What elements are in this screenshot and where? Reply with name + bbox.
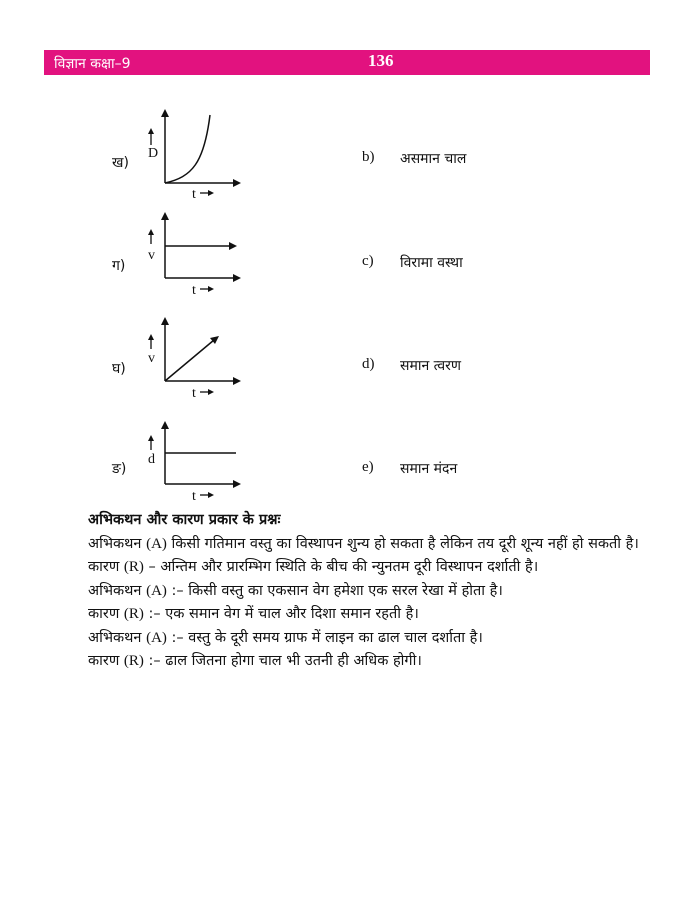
velocity-time-horizontal-graph xyxy=(140,208,250,303)
option-key: b) xyxy=(362,149,375,165)
assertion-line: अभिकथन (A) :– किसी वस्तु का एकसान वेग हमेशा एक सरल रेखा में होता है। xyxy=(88,582,503,599)
x-axis-arrowhead xyxy=(233,274,241,282)
y-label-arrowhead xyxy=(148,435,154,441)
question-letter: घ) xyxy=(112,361,126,377)
assertion-reason-section xyxy=(88,509,658,674)
graph-line-arrowhead xyxy=(229,242,237,250)
y-axis-arrowhead xyxy=(161,317,169,325)
y-axis-label: d xyxy=(148,452,155,467)
option-text: विरामा वस्था xyxy=(400,255,463,271)
option-key: d) xyxy=(362,356,375,372)
question-letter: ङ) xyxy=(112,461,127,477)
y-axis-label: v xyxy=(148,351,155,366)
y-label-arrowhead xyxy=(148,229,154,235)
x-axis-label: t xyxy=(192,489,196,504)
question-letter: ग) xyxy=(112,258,126,274)
y-axis-label: D xyxy=(148,146,159,161)
section-heading: अभिकथन और कारण प्रकार के प्रश्नः xyxy=(88,512,281,528)
match-row xyxy=(0,313,700,413)
question-letter: ख) xyxy=(112,155,129,171)
match-row xyxy=(0,105,700,205)
y-axis-arrowhead xyxy=(161,212,169,220)
reason-line: कारण (R) – अन्तिम और प्रारम्भिग स्थिति के बीच की न्युनतम दूरी विस्थापन दर्शाती है। xyxy=(88,559,539,575)
x-label-arrowhead xyxy=(208,492,214,498)
y-axis-label: v xyxy=(148,248,155,263)
x-label-arrowhead xyxy=(208,286,214,292)
x-axis-arrowhead xyxy=(233,377,241,385)
option-text: समान मंदन xyxy=(400,461,458,477)
assertion-line: अभिकथन (A) किसी गतिमान वस्तु का विस्थापन शुन्य हो सकता है लेकिन तय दूरी शून्य नहीं हो सकती है। xyxy=(88,535,639,552)
option-key: e) xyxy=(362,459,374,475)
y-label-arrowhead xyxy=(148,334,154,340)
y-label-arrowhead xyxy=(148,128,154,134)
reason-line: कारण (R) :– एक समान वेग में चाल और दिशा समान रहती है। xyxy=(88,606,419,622)
match-row xyxy=(0,417,700,517)
page-number: 136 xyxy=(368,51,394,70)
x-axis-label: t xyxy=(192,386,196,401)
page-header xyxy=(44,50,650,75)
subject-title: विज्ञान कक्षा–9 xyxy=(54,56,131,72)
graph-curve xyxy=(165,115,210,183)
option-text: समान त्वरण xyxy=(400,358,462,374)
distance-time-curve-graph xyxy=(140,105,250,200)
velocity-time-linear-graph xyxy=(140,313,250,408)
x-label-arrowhead xyxy=(208,190,214,196)
assertion-line: अभिकथन (A) :– वस्तु के दूरी समय ग्राफ में लाइन का ढाल चाल दर्शाता है। xyxy=(88,629,483,646)
y-axis-arrowhead xyxy=(161,421,169,429)
reason-line: कारण (R) :– ढाल जितना होगा चाल भी उतनी ही अधिक होगी। xyxy=(88,653,422,669)
distance-time-horizontal-graph xyxy=(140,417,250,512)
x-axis-label: t xyxy=(192,187,196,200)
option-text: असमान चाल xyxy=(400,151,467,167)
x-axis-arrowhead xyxy=(233,179,241,187)
graph-line xyxy=(165,340,214,381)
x-axis-label: t xyxy=(192,283,196,298)
option-key: c) xyxy=(362,253,374,269)
x-axis-arrowhead xyxy=(233,480,241,488)
y-axis-arrowhead xyxy=(161,109,169,117)
match-row xyxy=(0,208,700,308)
x-label-arrowhead xyxy=(208,389,214,395)
